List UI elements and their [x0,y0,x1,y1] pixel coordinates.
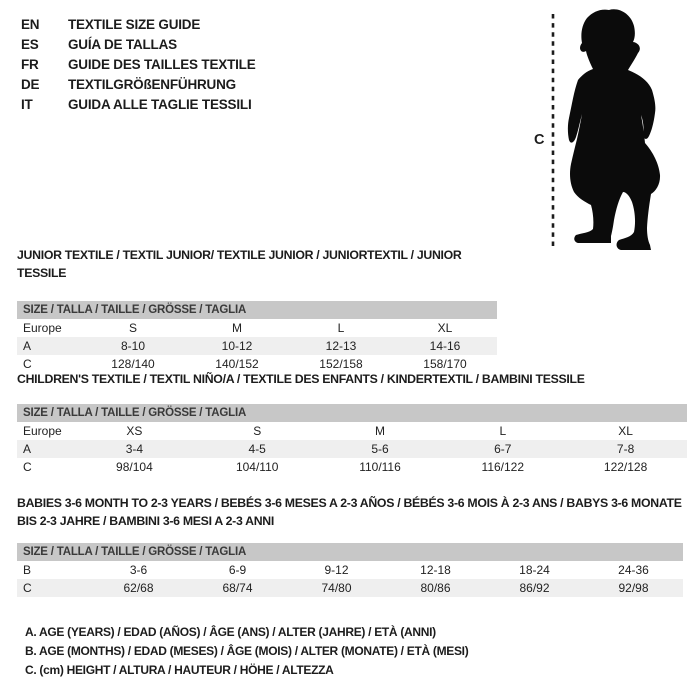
row-label: C [23,357,32,371]
table-cell: S [253,424,262,438]
height-figure [532,5,700,253]
table-cell: 3-6 [129,563,148,577]
row-label: Europe [23,321,62,335]
table-cell: 68/74 [222,581,253,595]
language-title: GUÍA DE TALLAS [68,37,177,52]
table-cell: 12-13 [325,339,357,353]
height-measure-label: C [534,132,545,148]
table-cell: 62/68 [123,581,154,595]
table-cell: 122/128 [603,460,648,474]
row-label: C [23,581,32,595]
table-cell: 116/122 [481,460,525,474]
table-cell: 4-5 [248,442,266,456]
table-row [17,458,687,476]
table-cell: 3-4 [125,442,144,456]
table-cell: L [499,424,507,438]
table-cell: 128/140 [111,357,155,371]
table-cell: 24-36 [618,563,649,577]
language-row [21,15,256,35]
table-cell: 86/92 [519,581,550,595]
section-title: CHILDREN'S TEXTILE / TEXTIL NIÑO/A / TEXTILE DES ENFANTS / KINDERTEXTIL / BAMBINI TESSILE [17,372,585,386]
table-cell: 140/152 [215,357,259,371]
table-cell: 74/80 [321,581,352,595]
language-title: GUIDE DES TAILLES TEXTILE [68,57,256,72]
table-cell: 18-24 [519,563,550,577]
table-cell: 14-16 [429,339,461,353]
table-cell: 158/170 [423,357,467,371]
language-code: ES [21,37,39,52]
table-cell: M [232,321,242,335]
table-row [17,561,683,579]
row-label: Europe [23,424,62,438]
table-row [17,422,687,440]
language-code: FR [21,57,39,72]
table-cell: 104/110 [235,460,279,474]
table-cell: XL [437,321,453,335]
table-cell: XL [618,424,633,438]
junior-size-table [17,319,497,373]
table-cell: 7-8 [616,442,635,456]
toddler-silhouette-graphic [532,5,700,253]
babies-size-table [17,561,683,597]
table-cell: 12-18 [420,563,451,577]
language-row [21,75,256,95]
table-cell: 6-7 [494,442,512,456]
footnote-line: B. AGE (MONTHS) / EDAD (MESES) / ÂGE (MOIS) / ALTER (MONATE) / ETÀ (MESI) [25,644,469,658]
language-title: GUIDA ALLE TAGLIE TESSILI [68,97,252,112]
table-cell: 110/116 [359,460,401,474]
table-cell: 9-12 [324,563,349,577]
row-label: C [23,460,32,474]
size-header-bar: SIZE / TALLA / TAILLE / GRÖSSE / TAGLIA [17,301,497,319]
table-cell: 10-12 [221,339,253,353]
table-row [17,319,497,337]
section-babies-textile [17,494,683,597]
table-cell: M [374,424,385,438]
row-label: A [23,339,32,353]
children-size-table [17,422,687,476]
section-junior-textile [17,246,497,373]
footnote-line: C. (cm) HEIGHT / ALTURA / HAUTEUR / HÖHE / ALTEZZA [25,663,334,677]
table-cell: 6-9 [228,563,247,577]
table-cell: 8-10 [120,339,146,353]
section-children-textile [17,370,687,476]
footnotes [25,623,468,680]
toddler-silhouette [568,9,660,250]
language-code: DE [21,77,40,92]
language-row [21,55,256,75]
language-row [21,95,256,115]
language-title: TEXTILE SIZE GUIDE [68,17,201,32]
table-cell: S [128,321,137,335]
table-cell: 98/104 [116,460,153,474]
language-title-list [21,15,256,115]
section-title: BABIES 3-6 MONTH TO 2-3 YEARS / BEBÉS 3-6 MESES A 2-3 AÑOS / BÉBÉS 3-6 MOIS À 2-3 ANS / BABYS 3-6 MONATE BIS 2-3 JAHRE / BAMBINI 3-6 MESI A 2-3 ANNI [17,496,682,528]
language-code: EN [21,17,40,32]
size-header-bar: SIZE / TALLA / TAILLE / GRÖSSE / TAGLIA [17,404,687,422]
row-label: B [23,563,32,577]
language-code: IT [21,97,33,112]
table-cell: L [337,321,345,335]
table-row [17,337,497,355]
row-label: A [23,442,32,456]
size-header-bar: SIZE / TALLA / TAILLE / GRÖSSE / TAGLIA [17,543,683,561]
footnote-line: A. AGE (YEARS) / EDAD (AÑOS) / ÂGE (ANS) / ALTER (JAHRE) / ETÀ (ANNI) [25,625,436,639]
table-cell: XS [126,424,143,438]
table-cell: 80/86 [420,581,451,595]
table-row [17,440,687,458]
table-cell: 92/98 [618,581,649,595]
section-title: JUNIOR TEXTILE / TEXTIL JUNIOR/ TEXTILE JUNIOR / JUNIORTEXTIL / JUNIOR TESSILE [17,248,462,280]
table-cell: 5-6 [371,442,389,456]
language-title: TEXTILGRÖßENFÜHRUNG [68,77,236,92]
table-cell: 152/158 [319,357,363,371]
language-row [21,35,256,55]
table-row [17,579,683,597]
